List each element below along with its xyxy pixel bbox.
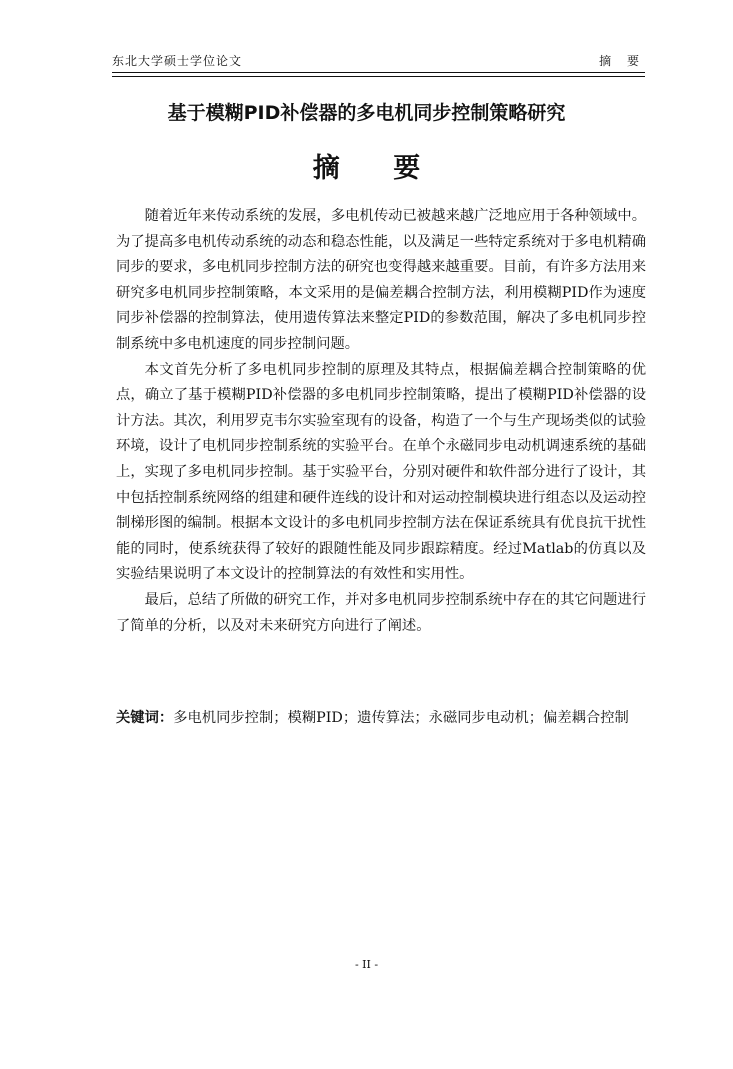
page-number: - II -	[354, 958, 379, 971]
header-rule-thick	[112, 72, 645, 73]
abstract-paragraph: 本文首先分析了多电机同步控制的原理及其特点，根据偏差耦合控制策略的优点，确立了基于模糊PID补偿器的多电机同步控制策略，提出了模糊PID补偿器的设计方法。其次，利用罗克韦尔实验室现有的设备，构造了一个与生产现场类似的试验环境，设计了电机同步控制系统的实验平台。在单个永磁同步电动机调速系统的基础上，实现了多电机同步控制。基于实验平台，分别对硬件和软件部分进行了设计，其中包括控制系统网络的组建和硬件连线的设计和对运动控制模块进行组态以及运动控制梯形图的编制。根据本文设计的多电机同步控制方法在保证系统具有优良抗干扰性能的同时，使系统获得了较好的跟随性能及同步跟踪精度。经过Matlab的仿真以及实验结果说明了本文设计的控制算法的有效性和实用性。	[116, 361, 646, 583]
abstract-body	[116, 204, 646, 639]
header-rule-thin	[112, 76, 645, 77]
abstract-heading: 摘 要	[312, 153, 443, 184]
thesis-title: 基于模糊PID补偿器的多电机同步控制策略研究	[167, 102, 566, 124]
running-header	[112, 52, 645, 74]
abstract-paragraph: 最后，总结了所做的研究工作，并对多电机同步控制系统中存在的其它问题进行了简单的分析，以及对未来研究方向进行了阐述。	[116, 591, 646, 634]
keywords-text: 多电机同步控制；模糊PID；遗传算法；永磁同步电动机；偏差耦合控制	[173, 710, 629, 726]
header-section: 摘 要	[599, 54, 645, 68]
abstract-paragraph: 随着近年来传动系统的发展，多电机传动已被越来越广泛地应用于各种领域中。为了提高多电机传动系统的动态和稳态性能，以及满足一些特定系统对于多电机精确同步的要求，多电机同步控制方法的研究也变得越来越重要。目前，有许多方法用来研究多电机同步控制策略，本文采用的是偏差耦合控制方法，利用模糊PID作为速度同步补偿器的控制算法，使用遗传算法来整定PID的参数范围，解决了多电机同步控制系统中多电机速度的同步控制问题。	[116, 208, 646, 352]
header-university: 东北大学硕士学位论文	[112, 54, 243, 68]
keywords-label: 关键词：	[116, 710, 174, 726]
keywords-line	[116, 707, 646, 727]
